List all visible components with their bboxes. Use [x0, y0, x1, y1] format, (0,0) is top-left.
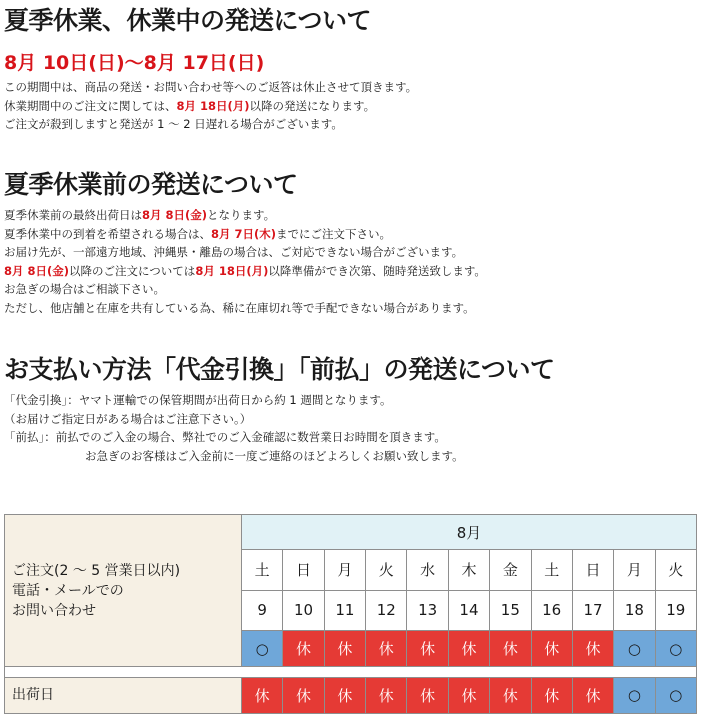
- weekday-cell-5: 木: [448, 550, 489, 590]
- pre-closure-note-2: 夏季休業中の到着を希望される場合は、8月 7日(木)までにご注文下さい。: [4, 226, 392, 241]
- shipping-status-cell-5: 休: [448, 677, 489, 713]
- closure-note-2: 休業期間中のご注文に関しては、8月 18日(月)以降の発送になります。: [4, 98, 376, 113]
- summer-closure-section: [4, 6, 697, 134]
- day-cell-7: 16: [531, 590, 572, 630]
- day-cell-0: 9: [242, 590, 283, 630]
- shipping-status-cell-4: 休: [407, 677, 448, 713]
- shipping-status-cell-6: 休: [490, 677, 531, 713]
- weekday-cell-6: 金: [490, 550, 531, 590]
- inquiry-status-cell-1: 休: [283, 630, 324, 666]
- day-cell-6: 15: [490, 590, 531, 630]
- order-deadline: 8月 7日(木): [211, 226, 277, 241]
- day-cell-8: 17: [572, 590, 613, 630]
- shipping-status-cell-2: 休: [324, 677, 365, 713]
- pre-closure-note-1: 夏季休業前の最終出荷日は8月 8日(金)となります。: [4, 208, 276, 222]
- weekday-cell-1: 日: [283, 550, 324, 590]
- closure-note-1: この期間中は、商品の発送・お問い合わせ等へのご返答は休止させて頂きます。: [4, 80, 418, 94]
- shipping-status-cell-10: ○: [655, 677, 696, 713]
- pre-closure-note-6: ただし、他店舗と在庫を共有している為、稀に在庫切れ等で手配できない場合があります。: [4, 300, 475, 315]
- payment-note-4: お急ぎのお客様はご入金前に一度ご連絡のほどよろしくお願い致します。: [85, 448, 464, 463]
- inquiry-status-cell-8: 休: [572, 630, 613, 666]
- inquiry-status-cell-5: 休: [448, 630, 489, 666]
- day-cell-5: 14: [448, 590, 489, 630]
- pre-closure-note-3: お届け先が、一部遠方地域、沖縄県・離島の場合は、ご対応できない場合がございます。: [4, 245, 464, 259]
- shipping-status-cell-0: 休: [242, 677, 283, 713]
- day-cell-3: 12: [366, 590, 407, 630]
- resume-date: 8月 18日(月): [176, 98, 250, 113]
- inquiry-row-label: ご注文(2 ～ 5 営業日以内) 電話・メールでの お問い合わせ: [5, 515, 242, 667]
- weekday-cell-8: 日: [572, 550, 613, 590]
- day-cell-1: 10: [283, 590, 324, 630]
- inquiry-status-cell-10: ○: [655, 630, 696, 666]
- shipping-status-cell-1: 休: [283, 677, 324, 713]
- pre-closure-section: [4, 170, 697, 317]
- payment-note-1: 「代金引換」：ヤマト運輸での保管期間が出荷日から約 1 週間となります。: [4, 393, 392, 407]
- day-cell-10: 19: [655, 590, 696, 630]
- payment-shipping-section: [4, 355, 697, 465]
- inquiry-status-cell-0: ○: [242, 630, 283, 666]
- payment-note-3: 「前払」：前払でのご入金の場合、弊社でのご入金確認に数営業日お時間を頂きます。: [4, 430, 446, 444]
- weekday-cell-7: 土: [531, 550, 572, 590]
- weekday-cell-4: 水: [407, 550, 448, 590]
- pre-closure-heading: 夏季休業前の発送について: [4, 170, 298, 199]
- inquiry-status-cell-6: 休: [490, 630, 531, 666]
- pre-closure-note-5: お急ぎの場合はご相談下さい。: [4, 282, 165, 296]
- shipping-status-cell-7: 休: [531, 677, 572, 713]
- summer-closure-heading: 夏季休業、休業中の発送について: [4, 6, 372, 35]
- inquiry-status-cell-2: 休: [324, 630, 365, 666]
- calendar-month: 8月: [242, 515, 697, 550]
- day-cell-4: 13: [407, 590, 448, 630]
- day-cell-9: 18: [614, 590, 655, 630]
- inquiry-status-cell-4: 休: [407, 630, 448, 666]
- inquiry-status-cell-3: 休: [366, 630, 407, 666]
- weekday-cell-2: 月: [324, 550, 365, 590]
- closure-period: 8月 10日(日)～8月 17日(日): [4, 52, 265, 74]
- weekday-cell-10: 火: [655, 550, 696, 590]
- inquiry-status-cell-7: 休: [531, 630, 572, 666]
- shipping-status-cell-8: 休: [572, 677, 613, 713]
- shipping-status-cell-3: 休: [366, 677, 407, 713]
- inquiry-status-cell-9: ○: [614, 630, 655, 666]
- holiday-calendar: [4, 514, 697, 714]
- weekday-cell-0: 土: [242, 550, 283, 590]
- payment-shipping-heading: お支払い方法「代金引換」「前払」の発送について: [4, 355, 555, 384]
- weekday-cell-3: 火: [366, 550, 407, 590]
- closure-note-3: ご注文が殺到しますと発送が 1 ～ 2 日遅れる場合がございます。: [4, 117, 343, 131]
- day-cell-2: 11: [324, 590, 365, 630]
- weekday-cell-9: 月: [614, 550, 655, 590]
- last-ship-date: 8月 8日(金): [142, 208, 208, 222]
- pre-closure-note-4: 8月 8日(金)以降のご注文については8月 18日(月)以降準備ができ次第、随時発送致します。: [4, 263, 486, 278]
- shipping-status-cell-9: ○: [614, 677, 655, 713]
- shipping-row-label: 出荷日: [5, 677, 242, 713]
- payment-note-2: （お届けご指定日がある場合はご注意下さい。）: [4, 411, 252, 426]
